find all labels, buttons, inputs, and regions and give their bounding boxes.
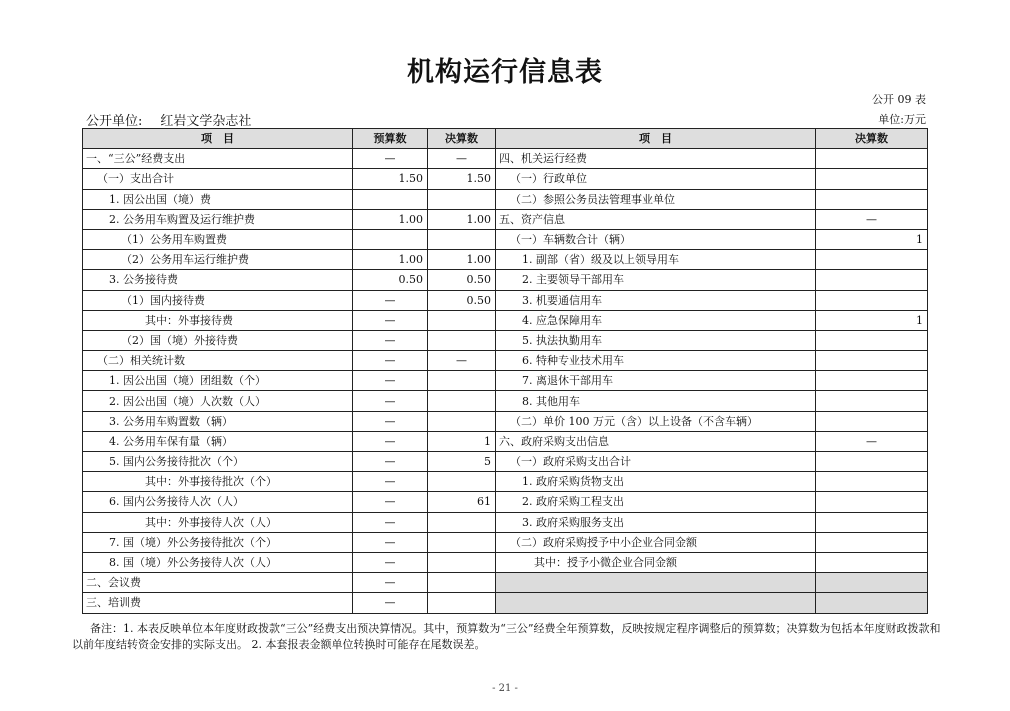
table-row bbox=[83, 229, 928, 249]
table-row bbox=[83, 290, 928, 310]
table-row bbox=[83, 149, 928, 169]
row-item-left: 5. 国内公务接待批次（个） bbox=[83, 452, 353, 472]
table-row bbox=[83, 532, 928, 552]
table-row bbox=[83, 371, 928, 391]
reporting-unit-label: 公开单位: bbox=[86, 114, 143, 129]
row-budget bbox=[353, 189, 428, 209]
row-budget: 1.50 bbox=[353, 169, 428, 189]
row-budget: — bbox=[353, 532, 428, 552]
row-item-right: 4. 应急保障用车 bbox=[496, 310, 816, 330]
row-item-left: 1. 因公出国（境）费 bbox=[83, 189, 353, 209]
row-item-left: 3. 公务用车购置数（辆） bbox=[83, 411, 353, 431]
row-item-right bbox=[496, 593, 816, 613]
row-final-right: — bbox=[816, 209, 928, 229]
row-final-right bbox=[816, 169, 928, 189]
row-final-left bbox=[428, 512, 496, 532]
row-item-right: （二）政府采购授予中小企业合同金额 bbox=[496, 532, 816, 552]
page-number: - 21 - bbox=[492, 683, 518, 694]
row-final-left bbox=[428, 189, 496, 209]
reporting-unit bbox=[86, 110, 251, 129]
row-final-left bbox=[428, 371, 496, 391]
row-budget: — bbox=[353, 411, 428, 431]
row-final-right bbox=[816, 391, 928, 411]
row-item-left: 二、会议费 bbox=[83, 573, 353, 593]
row-final-left bbox=[428, 573, 496, 593]
row-item-left: 7. 国（境）外公务接待批次（个） bbox=[83, 532, 353, 552]
table-row bbox=[83, 391, 928, 411]
currency-unit: 单位:万元 bbox=[878, 113, 926, 126]
table-row bbox=[83, 431, 928, 451]
row-item-left: （一）支出合计 bbox=[83, 169, 353, 189]
header-item-right: 项 目 bbox=[496, 129, 816, 149]
table-row bbox=[83, 250, 928, 270]
row-budget: — bbox=[353, 512, 428, 532]
row-final-right bbox=[816, 472, 928, 492]
row-item-right: 6. 特种专业技术用车 bbox=[496, 351, 816, 371]
form-number: 公开 09 表 bbox=[872, 93, 926, 106]
row-final-right bbox=[816, 452, 928, 472]
row-final-right bbox=[816, 330, 928, 350]
table-header-row bbox=[83, 129, 928, 149]
row-item-right: 3. 机要通信用车 bbox=[496, 290, 816, 310]
row-item-right: 3. 政府采购服务支出 bbox=[496, 512, 816, 532]
table-row bbox=[83, 169, 928, 189]
row-budget: — bbox=[353, 472, 428, 492]
row-budget: — bbox=[353, 371, 428, 391]
row-item-right: 1. 政府采购货物支出 bbox=[496, 472, 816, 492]
row-item-right: （一）政府采购支出合计 bbox=[496, 452, 816, 472]
header-final-left: 决算数 bbox=[428, 129, 496, 149]
row-final-right bbox=[816, 532, 928, 552]
row-budget: — bbox=[353, 593, 428, 613]
row-item-left: （2）国（境）外接待费 bbox=[83, 330, 353, 350]
row-budget: — bbox=[353, 552, 428, 572]
row-item-right: 2. 主要领导干部用车 bbox=[496, 270, 816, 290]
row-final-left bbox=[428, 229, 496, 249]
row-budget: 1.00 bbox=[353, 250, 428, 270]
row-final-right bbox=[816, 512, 928, 532]
row-item-right: 五、资产信息 bbox=[496, 209, 816, 229]
reporting-unit-name: 红岩文学杂志社 bbox=[160, 114, 252, 129]
row-budget: — bbox=[353, 391, 428, 411]
table-row bbox=[83, 492, 928, 512]
table-row bbox=[83, 189, 928, 209]
row-item-right: （一）行政单位 bbox=[496, 169, 816, 189]
row-budget: — bbox=[353, 149, 428, 169]
row-final-right bbox=[816, 411, 928, 431]
row-final-left: 1.00 bbox=[428, 250, 496, 270]
row-final-right bbox=[816, 351, 928, 371]
row-final-right bbox=[816, 290, 928, 310]
row-final-left bbox=[428, 593, 496, 613]
row-final-right bbox=[816, 552, 928, 572]
info-table bbox=[82, 128, 928, 614]
header-item-left: 项 目 bbox=[83, 129, 353, 149]
row-final-right bbox=[816, 149, 928, 169]
row-item-left: 4. 公务用车保有量（辆） bbox=[83, 431, 353, 451]
row-budget: — bbox=[353, 310, 428, 330]
row-final-left bbox=[428, 552, 496, 572]
row-final-left: 0.50 bbox=[428, 290, 496, 310]
row-item-right bbox=[496, 573, 816, 593]
row-budget: 1.00 bbox=[353, 209, 428, 229]
row-item-left: 2. 因公出国（境）人次数（人） bbox=[83, 391, 353, 411]
row-budget bbox=[353, 229, 428, 249]
row-item-left: （1）公务用车购置费 bbox=[83, 229, 353, 249]
row-final-left: 5 bbox=[428, 452, 496, 472]
row-final-left bbox=[428, 532, 496, 552]
table-row bbox=[83, 270, 928, 290]
row-budget: — bbox=[353, 431, 428, 451]
row-final-right bbox=[816, 371, 928, 391]
row-final-right: 1 bbox=[816, 310, 928, 330]
row-final-left bbox=[428, 472, 496, 492]
table-row bbox=[83, 573, 928, 593]
row-final-left: 1.00 bbox=[428, 209, 496, 229]
row-budget: 0.50 bbox=[353, 270, 428, 290]
header-budget: 预算数 bbox=[353, 129, 428, 149]
row-item-right: 六、政府采购支出信息 bbox=[496, 431, 816, 451]
table-row bbox=[83, 512, 928, 532]
row-item-left: 一、“三公”经费支出 bbox=[83, 149, 353, 169]
footnote: 备注：1. 本表反映单位本年度财政拨款“三公”经费支出预决算情况。其中，预算数为“三公”经费全年预算数，反映按规定程序调整后的预算数；决算数为包括本年度财政拨款和以前年度结转资金安排的实际支出。 2. 本套报表金额单位转换时可能存在尾数误差。 bbox=[72, 622, 941, 651]
row-item-right: 四、机关运行经费 bbox=[496, 149, 816, 169]
row-final-left: 0.50 bbox=[428, 270, 496, 290]
table-row bbox=[83, 452, 928, 472]
row-final-right: 1 bbox=[816, 229, 928, 249]
row-final-left bbox=[428, 310, 496, 330]
row-item-left: 6. 国内公务接待人次（人） bbox=[83, 492, 353, 512]
row-item-left: （二）相关统计数 bbox=[83, 351, 353, 371]
row-item-right: （二）单价 100 万元（含）以上设备（不含车辆） bbox=[496, 411, 816, 431]
row-budget: — bbox=[353, 330, 428, 350]
row-budget: — bbox=[353, 351, 428, 371]
page-title: 机构运行信息表 bbox=[407, 57, 603, 88]
row-final-right: — bbox=[816, 431, 928, 451]
row-item-right: （一）车辆数合计（辆） bbox=[496, 229, 816, 249]
row-budget: — bbox=[353, 452, 428, 472]
row-item-left: 其中：外事接待人次（人） bbox=[83, 512, 353, 532]
row-item-right: （二）参照公务员法管理事业单位 bbox=[496, 189, 816, 209]
row-item-right: 8. 其他用车 bbox=[496, 391, 816, 411]
row-final-left bbox=[428, 411, 496, 431]
row-final-left bbox=[428, 391, 496, 411]
row-item-left: 2. 公务用车购置及运行维护费 bbox=[83, 209, 353, 229]
row-final-left: — bbox=[428, 351, 496, 371]
row-final-left bbox=[428, 330, 496, 350]
table-row bbox=[83, 209, 928, 229]
row-budget: — bbox=[353, 290, 428, 310]
row-item-left: 其中：外事接待批次（个） bbox=[83, 472, 353, 492]
row-item-right: 其中：授予小微企业合同金额 bbox=[496, 552, 816, 572]
row-item-right: 7. 离退休干部用车 bbox=[496, 371, 816, 391]
table-row bbox=[83, 411, 928, 431]
row-final-right bbox=[816, 492, 928, 512]
row-item-left: 其中：外事接待费 bbox=[83, 310, 353, 330]
row-item-right: 2. 政府采购工程支出 bbox=[496, 492, 816, 512]
table-row bbox=[83, 330, 928, 350]
row-budget: — bbox=[353, 492, 428, 512]
row-item-right: 5. 执法执勤用车 bbox=[496, 330, 816, 350]
row-item-left: 1. 因公出国（境）团组数（个） bbox=[83, 371, 353, 391]
row-final-left: 61 bbox=[428, 492, 496, 512]
table-row bbox=[83, 593, 928, 613]
row-final-left: 1 bbox=[428, 431, 496, 451]
header-final-right: 决算数 bbox=[816, 129, 928, 149]
row-item-left: 三、培训费 bbox=[83, 593, 353, 613]
row-final-right bbox=[816, 573, 928, 593]
table-row bbox=[83, 472, 928, 492]
row-final-right bbox=[816, 250, 928, 270]
row-item-left: 8. 国（境）外公务接待人次（人） bbox=[83, 552, 353, 572]
table-row bbox=[83, 351, 928, 371]
row-item-left: （2）公务用车运行维护费 bbox=[83, 250, 353, 270]
row-item-right: 1. 副部（省）级及以上领导用车 bbox=[496, 250, 816, 270]
table-row bbox=[83, 310, 928, 330]
table-row bbox=[83, 552, 928, 572]
row-item-left: 3. 公务接待费 bbox=[83, 270, 353, 290]
row-budget: — bbox=[353, 573, 428, 593]
row-final-left: 1.50 bbox=[428, 169, 496, 189]
row-final-left: — bbox=[428, 149, 496, 169]
row-item-left: （1）国内接待费 bbox=[83, 290, 353, 310]
row-final-right bbox=[816, 189, 928, 209]
row-final-right bbox=[816, 593, 928, 613]
row-final-right bbox=[816, 270, 928, 290]
